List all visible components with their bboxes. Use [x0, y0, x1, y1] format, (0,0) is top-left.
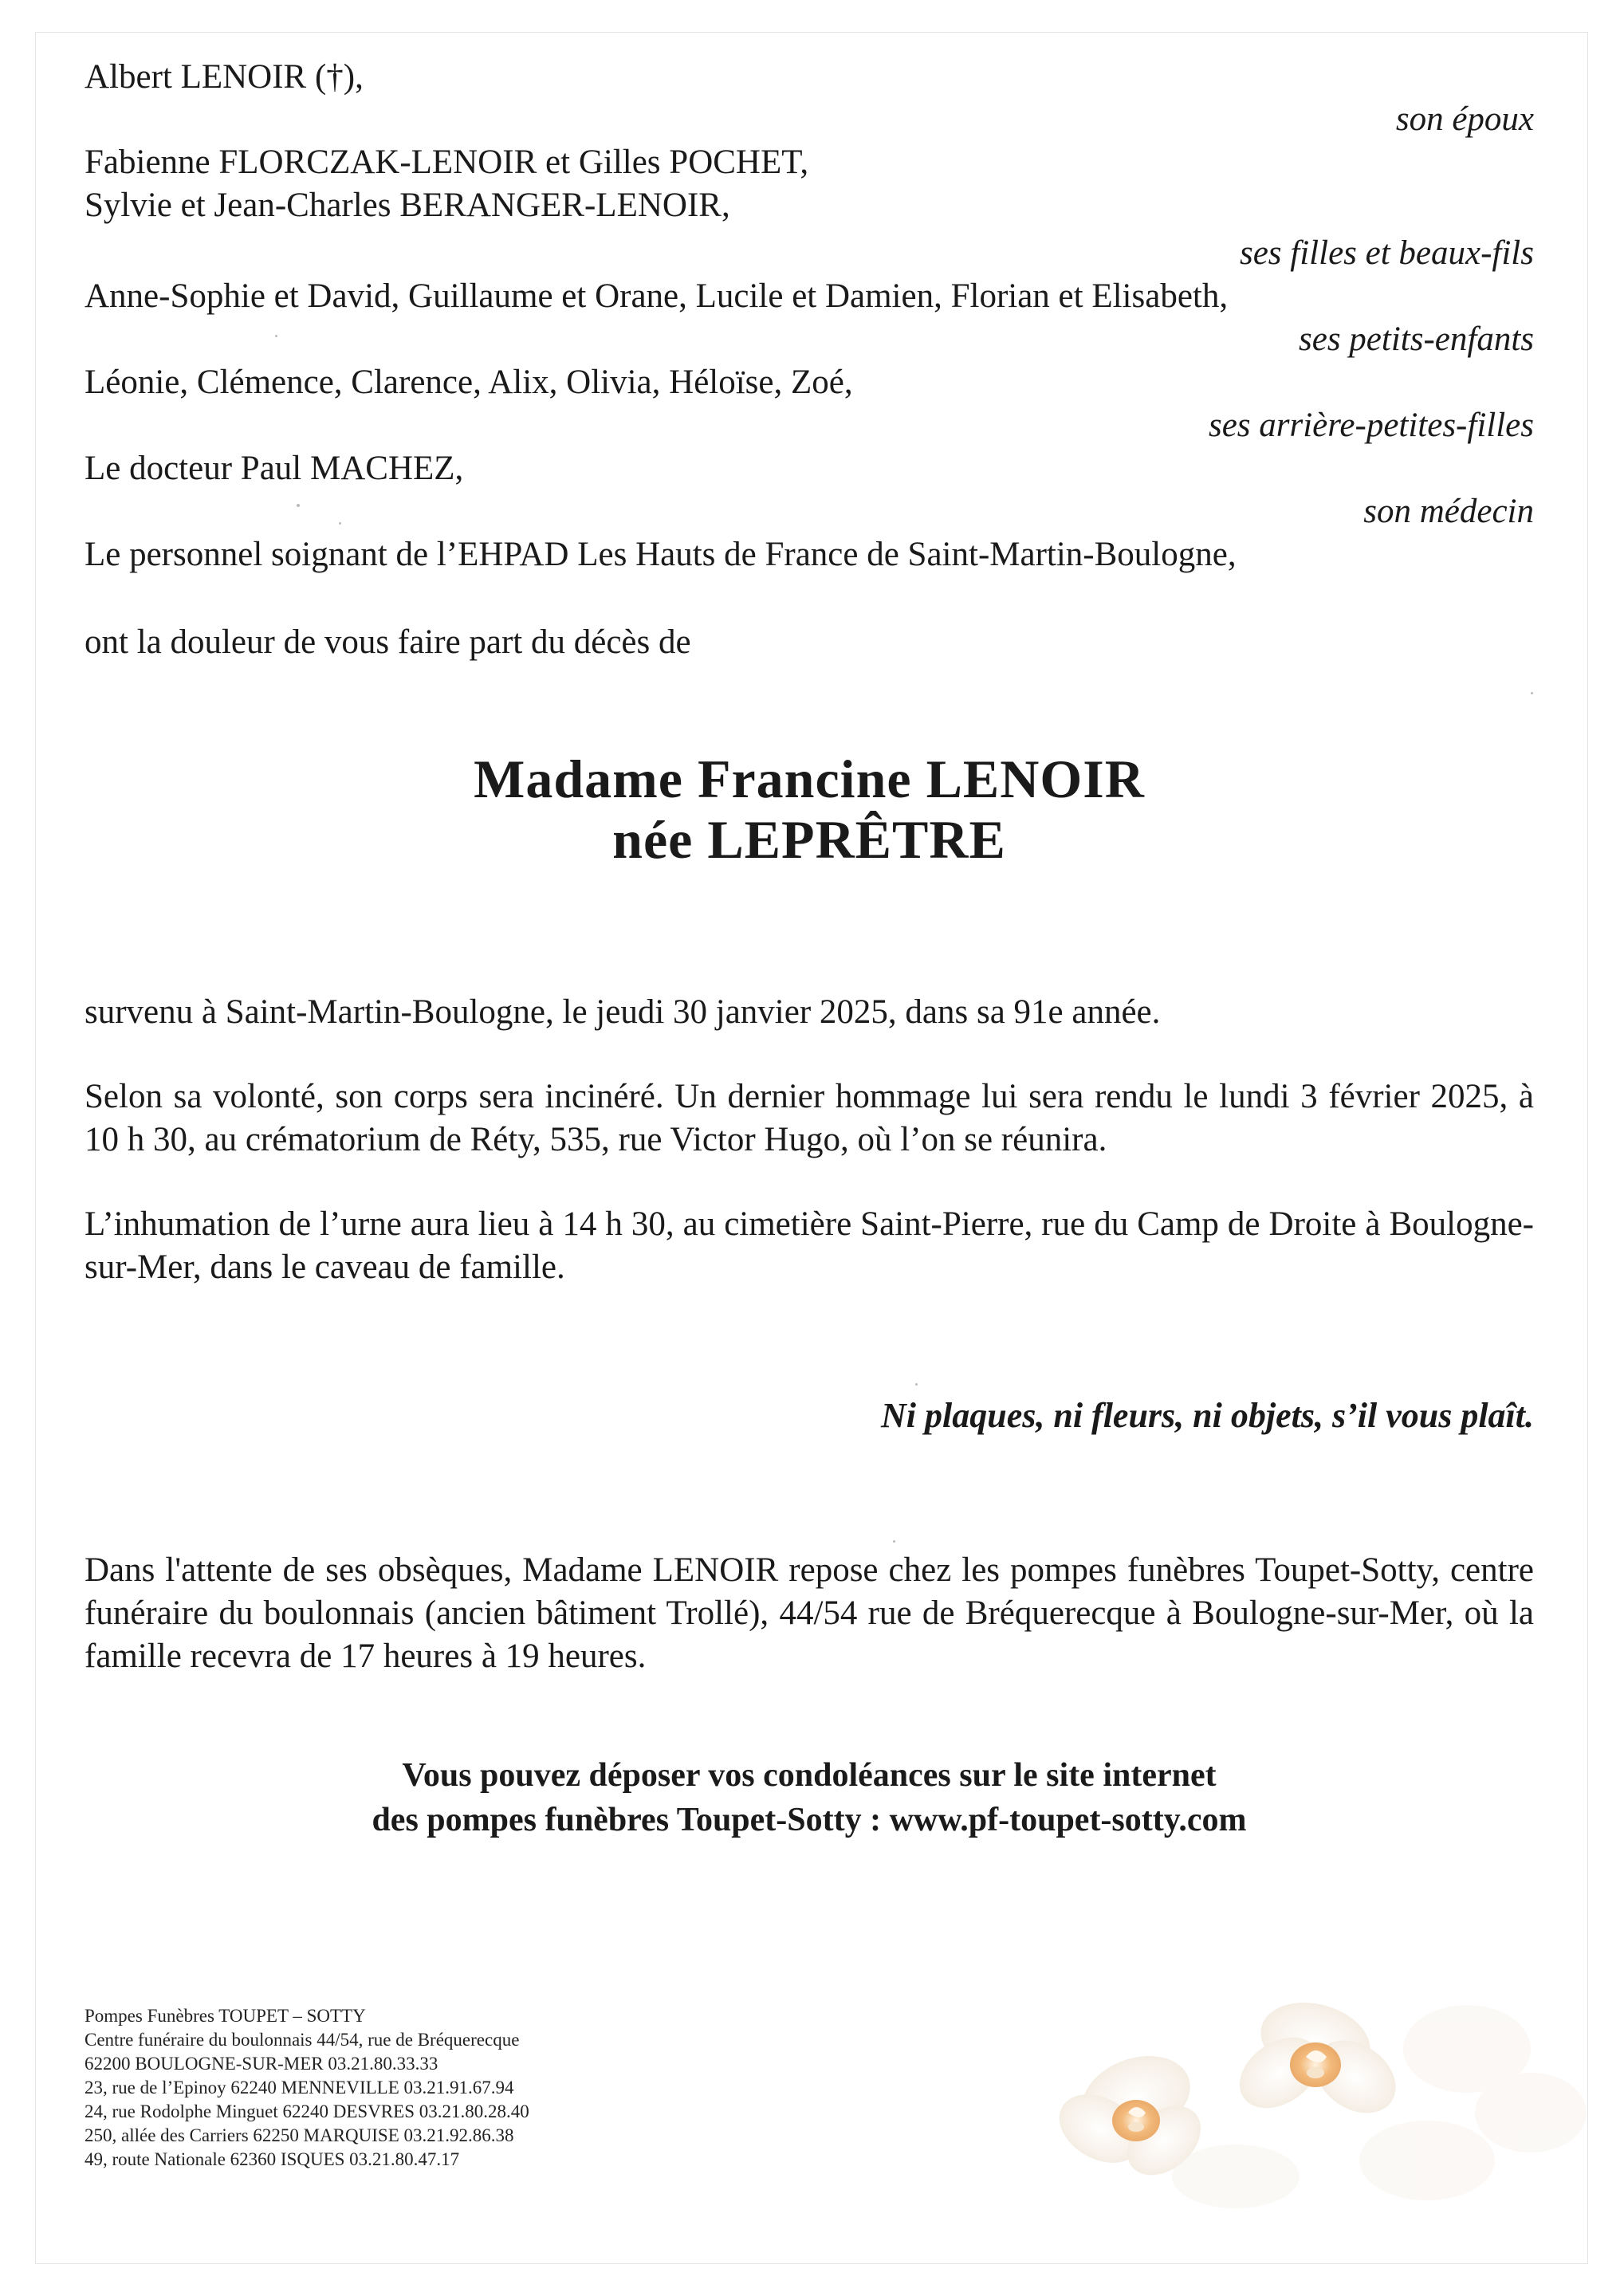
condolences-line: Vous pouvez déposer vos condoléances sur le site internet — [402, 1757, 1217, 1794]
deceased-maiden-name: née LEPRÊTRE — [612, 809, 1006, 870]
family-names: Le personnel soignant de l’EHPAD Les Hauts de France de Saint-Martin-Boulogne, — [85, 536, 1237, 573]
family-role: ses filles et beaux-fils — [1239, 234, 1534, 272]
family-names: Anne-Sophie et David, Guillaume et Orane, Lucile et Damien, Florian et Elisabeth, — [85, 277, 1229, 315]
condolences-notice — [85, 1753, 1534, 1842]
footer-line: 49, route Nationale 62360 ISQUES 03.21.80.47.17 — [85, 2149, 460, 2169]
family-group-great-grandchildren — [85, 361, 1534, 447]
obituary-notice — [85, 56, 1534, 1842]
family-role: son époux — [1395, 100, 1534, 138]
announcement: ont la douleur de vous faire part du décès de — [85, 623, 691, 661]
footer-line: 62200 BOULOGNE-SUR-MER 03.21.80.33.33 — [85, 2054, 438, 2074]
family-names: Léonie, Clémence, Clarence, Alix, Olivia, Héloïse, Zoé, — [85, 364, 853, 401]
family-group-grandchildren — [85, 275, 1534, 361]
death-details: survenu à Saint-Martin-Boulogne, le jeudi 30 janvier 2025, dans sa 91e année. — [85, 993, 1161, 1031]
footer-line: Centre funéraire du boulonnais 44/54, rue de Bréquerecque — [85, 2030, 520, 2050]
family-names: Albert LENOIR (†), — [85, 58, 364, 96]
family-names: Le docteur Paul MACHEZ, — [85, 450, 464, 487]
funeral-home-address — [85, 2004, 722, 2172]
family-group-spouse — [85, 56, 1534, 141]
footer-line: 24, rue Rodolphe Minguet 62240 DESVRES 03.21.80.28.40 — [85, 2101, 529, 2121]
family-group-doctor — [85, 447, 1534, 533]
no-flowers-request: Ni plaques, ni fleurs, ni objets, s’il vous plaît. — [881, 1396, 1534, 1435]
burial-details: L’inhumation de l’urne aura lieu à 14 h 30, au cimetière Saint-Pierre, rue du Camp de Droite à Boulogne-sur-Mer, dans le caveau de famille. — [85, 1205, 1534, 1286]
family-role: ses petits-enfants — [1299, 320, 1534, 358]
family-names: Fabienne FLORCZAK-LENOIR et Gilles POCHET, — [85, 144, 809, 181]
family-role: ses arrière-petites-filles — [1208, 407, 1534, 444]
family-names: Sylvie et Jean-Charles BERANGER-LENOIR, — [85, 187, 730, 224]
ceremony-details: Selon sa volonté, son corps sera incinéré. Un dernier hommage lui sera rendu le lundi 3 février 2025, à 10 h 30, au crématorium de Réty, 535, rue Victor Hugo, où l’on se réunira. — [85, 1078, 1534, 1158]
deceased-heading — [85, 747, 1534, 871]
orchid-flower-right — [1226, 1991, 1410, 2128]
footer-line: 250, allée des Carriers 62250 MARQUISE 03.21.92.86.38 — [85, 2125, 514, 2145]
visitation-details: Dans l'attente de ses obsèques, Madame LENOIR repose chez les pompes funèbres Toupet-Sotty, centre funéraire du boulonnais (ancien bâtiment Trollé), 44/54 rue de Bréquerecque à Boulogne-sur-Mer, où la famille recevra de 17 heures à 19 heures. — [85, 1551, 1534, 1675]
deceased-name: Madame Francine LENOIR — [474, 749, 1145, 809]
orchid-decoration-icon — [1052, 1977, 1595, 2216]
condolences-website-line[interactable]: des pompes funèbres Toupet-Sotty : www.pf-toupet-sotty.com — [372, 1802, 1247, 1838]
footer-line: Pompes Funèbres TOUPET – SOTTY — [85, 2006, 366, 2026]
family-group-staff — [85, 533, 1534, 576]
family-role: son médecin — [1363, 493, 1534, 530]
family-group-daughters — [85, 141, 1534, 275]
footer-line: 23, rue de l’Epinoy 62240 MENNEVILLE 03.21.91.67.94 — [85, 2078, 514, 2097]
